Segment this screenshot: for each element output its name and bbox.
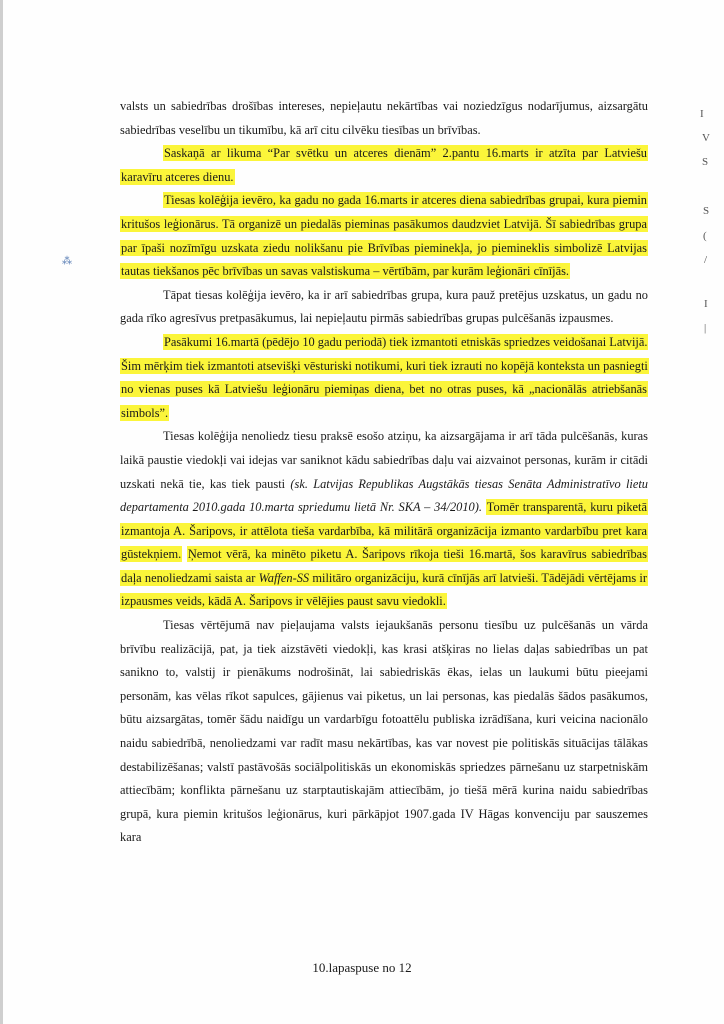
paragraph-court-assessment: Tiesas vērtējumā nav pieļaujama valsts iejaukšanās personu tiesību uz pulcēšanās un vārda brīvību realizācijā, pat, ja tiek aizstāvēti viedokļi, kas krasi atšķiras no lielas daļas sabiedrības un pat sanikno to, valstij ir pienākums nodrošināt, lai sabiedriskās ēkas, ielas un laukumi būtu pieejami personām, kas vēlas rīkot sapulces, gājienus vai piketus, un lai personas, kas piedalās šādos pasākumos, būtu aizsargātas, tomēr šādu naidīgu un vardarbīgu fotoattēlu publiska izrādīšana, kuri veicina nacionālo naidu sabiedrībā, nenoliedzami var radīt masu nekārtības, kas var novest pie politiskās situācijas tālākas destabilizēšanas; valstī pastāvošās sociālpolitiskās un ekonomiskās spriedzes pārnešanu uz starpetniskām attiecībām; konflikta pārnešanu uz starptautiskajām attiecībām, jo tiešā mērā kurina naidu sabiedrības grupā, kura piemin kritušos leģionārus, kuri pārkāpjot 1907.gada IV Hāgas konvenciju par sauszemes kara — [120, 618, 648, 845]
left-margin-mark: ⁂ — [62, 256, 72, 267]
paragraph-opposing-group: Tāpat tiesas kolēģija ievēro, ka ir arī sabiedrības grupa, kura pauž pretējus uzskatus, un gadu no gada rīko agresīvus pretpasākumus, lai nepieļautu pirmās sabiedrības grupas pulcēšanās izpausmes. — [120, 287, 648, 326]
paragraph-security-interests: valsts un sabiedrības drošības intereses, nepieļautu nekārtības vai noziedzīgus nodarījumus, aizsargātu sabiedrības veselību un tikumību, kā arī citu cilvēku tiesības un brīvības. — [120, 99, 648, 137]
right-margin-mark: I — [704, 298, 708, 310]
right-margin-mark: I — [700, 108, 704, 120]
highlighted-text: Tomēr transparentā, kuru piketā izmantoja A. Šaripovs, ir attēlota tieša vardarbība, kā militārā organizācija izmanto vardarbību pret kara gūstekņiem. — [121, 500, 647, 562]
right-margin-mark: / — [704, 254, 708, 266]
highlighted-text: Pasākumi 16.martā (pēdējo 10 gadu periodā) tiek izmantoti etniskās spriedzes veidošanai Latvijā. Šim mērķim tiek izmantoti atsevišķi vēsturiski notikumi, kuri tiek izrauti no kopējā konteksta un pasniegti no vienas puses kā Latviešu leģionāru piemiņas diena, bet no otras puses, kā „nacionālās atriebšanās simbols”. — [121, 334, 648, 420]
right-margin-mark: ( — [703, 230, 707, 242]
right-margin-mark: V — [702, 132, 710, 144]
page-edge-shadow — [0, 0, 3, 1024]
organization-name: Waffen-SS — [258, 570, 310, 585]
paragraph-law-reference — [120, 142, 648, 189]
right-margin-mark: S — [703, 205, 710, 217]
document-body — [120, 95, 648, 850]
right-margin-mark: S — [702, 156, 709, 168]
paragraph-ethnic-tension — [120, 331, 648, 425]
highlighted-text: Tiesas kolēģija ievēro, ka gadu no gada 16.marts ir atceres diena sabiedrības grupai, kura piemin kritušos leģionārus. Tā organizē un piedalās pieminas pasākumos daudzviet Latvijā. Šī sabiedrības grupa par īpaši nozīmīgu uzskata ziedu nolikšanu pie Brīvības pieminekļa, jo piemineklis simbolizē Latvijas tautas tiekšanos pēc brīvības un savas valstiskuma – vērtībām, par kurām leģionāri cīnījās. — [121, 193, 647, 279]
highlighted-text: Saskaņā ar likuma “Par svētku un atceres dienām” 2.pantu 16.marts ir atzīta par Latviešu karavīru atceres dienu. — [121, 146, 647, 184]
paragraph-court-notes — [120, 189, 648, 283]
highlighted-text: Ņemot vērā, ka minēto piketu A. Šaripovs rīkoja tieši 16.martā, šos karavīrus sabiedrības daļa nenoliedzami saista ar Waffen-SS militāro organizāciju, kurā cīnījās arī latvieši. Tādējādi vērtējams ir izpausmes veids, kādā A. Šaripovs ir vēlējies paust savu viedokli. — [121, 547, 647, 609]
page-number-footer: 10.lapaspuse no 12 — [312, 960, 412, 975]
paragraph-court-practice: Tiesas kolēģija nenoliedz tiesu praksē esošo atziņu, ka aizsargājama ir arī tāda pulcēšanās, kuras laikā paustie viedokļi vai idejas var saniknot kādu sabiedrības daļu vai aizvainot personas, kurām ir citādi uzskati nekā tie, kas tiek pausti (sk. Latvijas Republikas Augstākās tiesas Senāta Administratīvo lietu departamenta 2010.gada 10.marta spriedumu lietā Nr. SKA – 34/2010). Tomēr transparentā, kuru piketā izmantoja A. Šaripovs, ir attēlota tieša vardarbība, kā militārā organizācija izmanto vardarbību pret kara gūstekņiem. Ņemot vērā, ka minēto piketu A. Šaripovs rīkoja tieši 16.martā, šos karavīrus sabiedrības daļa nenoliedzami saista ar Waffen-SS militāro organizāciju, kurā cīnījās arī latvieši. Tādējādi vērtējams ir izpausmes veids, kādā A. Šaripovs ir vēlējies paust savu viedokli. — [120, 429, 649, 609]
case-citation: (sk. Latvijas Republikas Augstākās tiesas Senāta Administratīvo lietu departamenta 2010.gada 10.marta spriedumu lietā Nr. SKA – 34/2010). — [120, 476, 649, 515]
right-margin-mark: | — [704, 322, 707, 334]
